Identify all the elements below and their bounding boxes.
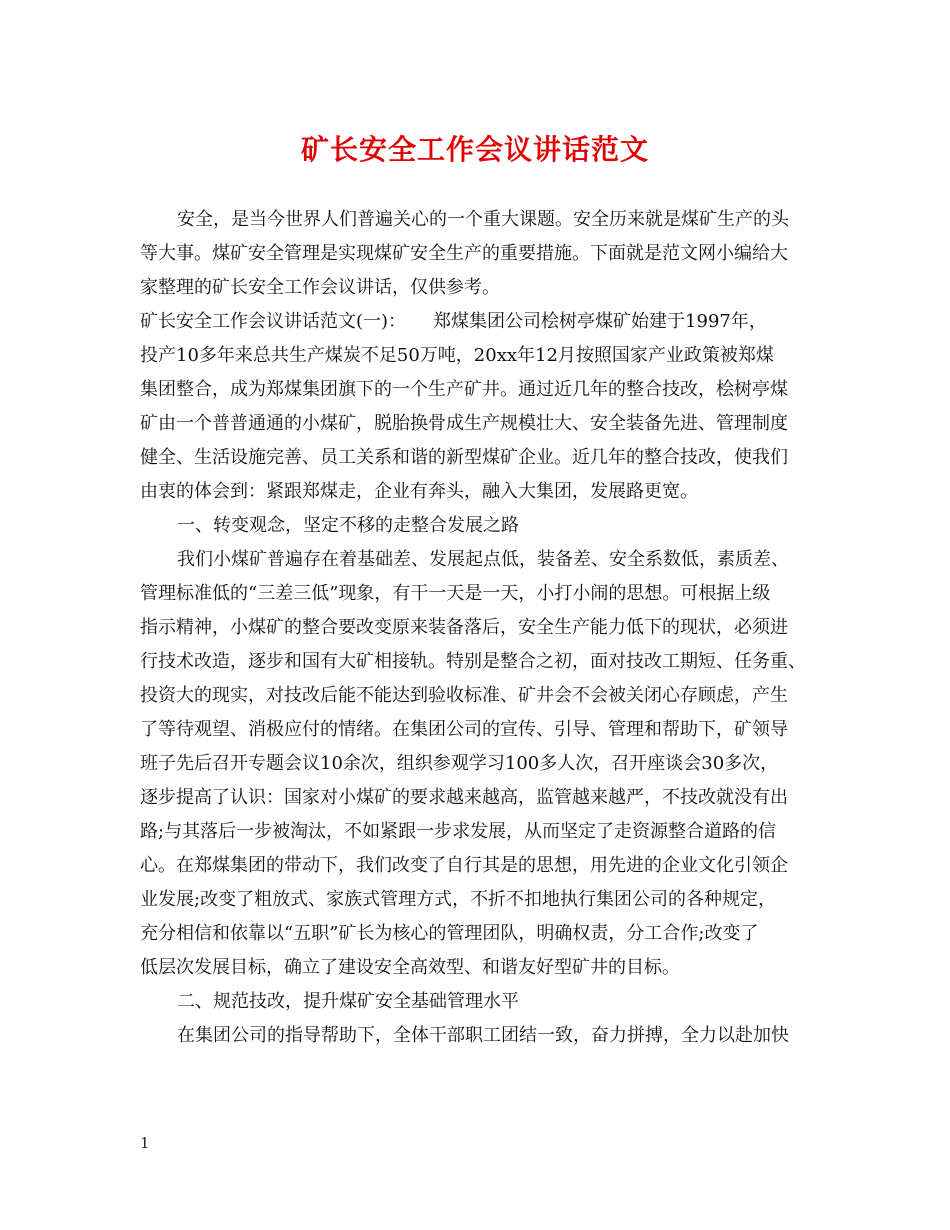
paragraph-line: 集团整合，成为郑煤集团旗下的一个生产矿井。通过近几年的整合技改，桧树亭煤 xyxy=(140,379,788,400)
paragraph-line: 矿长安全工作会议讲话范文(一)： 郑煤集团公司桧树亭煤矿始建于1997年， xyxy=(140,311,767,332)
paragraph-line: 在集团公司的指导帮助下，全体干部职工团结一致，奋力拼搏，全力以赴加快 xyxy=(177,1025,789,1046)
paragraph-line: 等大事。煤矿安全管理是实现煤矿安全生产的重要措施。下面就是范文网小编给大 xyxy=(140,243,788,264)
paragraph-line: 投产10多年来总共生产煤炭不足50万吨，20xx年12月按照国家产业政策被郑煤 xyxy=(140,345,774,366)
section-heading: 二、规范技改，提升煤矿安全基础管理水平 xyxy=(177,991,519,1012)
paragraph-line: 班子先后召开专题会议10余次，组织参观学习100多人次，召开座谈会30多次， xyxy=(140,753,779,774)
paragraph-line: 了等待观望、消极应付的情绪。在集团公司的宣传、引导、管理和帮助下，矿领导 xyxy=(140,719,788,740)
paragraph-line: 充分相信和依靠以“五职”矿长为核心的管理团队，明确权责，分工合作;改变了 xyxy=(140,923,759,944)
page-number: 1 xyxy=(140,1134,150,1152)
paragraph-line: 家整理的矿长安全工作会议讲话，仅供参考。 xyxy=(140,277,500,298)
paragraph-line: 矿由一个普普通通的小煤矿，脱胎换骨成生产规模壮大、安全装备先进、管理制度 xyxy=(140,413,788,434)
paragraph-line: 管理标准低的“三差三低”现象，有干一天是一天，小打小闹的思想。可根据上级 xyxy=(140,583,771,604)
paragraph-line: 健全、生活设施完善、员工关系和谐的新型煤矿企业。近几年的整合技改，使我们 xyxy=(140,447,788,468)
paragraph-line: 投资大的现实，对技改后能不能达到验收标准、矿井会不会被关闭心存顾虑，产生 xyxy=(140,685,788,706)
paragraph-line: 指示精神，小煤矿的整合要改变原来装备落后，安全生产能力低下的现状，必须进 xyxy=(140,617,788,638)
paragraph-line: 行技术改造，逐步和国有大矿相接轨。特别是整合之初，面对技改工期短、任务重、 xyxy=(140,651,806,672)
paragraph-line: 业发展;改变了粗放式、家族式管理方式，不折不扣地执行集团公司的各种规定， xyxy=(140,889,777,910)
paragraph-line: 逐步提高了认识：国家对小煤矿的要求越来越高，监管越来越严，不技改就没有出 xyxy=(140,787,788,808)
paragraph-line: 由衷的体会到：紧跟郑煤走，企业有奔头，融入大集团，发展路更宽。 xyxy=(140,481,698,502)
paragraph-line: 低层次发展目标，确立了建设安全高效型、和谐友好型矿井的目标。 xyxy=(140,957,680,978)
paragraph-line: 安全，是当今世界人们普遍关心的一个重大课题。安全历来就是煤矿生产的头 xyxy=(177,209,789,230)
paragraph-line: 路;与其落后一步被淘汰，不如紧跟一步求发展，从而坚定了走资源整合道路的信 xyxy=(140,821,777,842)
section-heading: 一、转变观念，坚定不移的走整合发展之路 xyxy=(177,515,519,536)
paragraph-line: 我们小煤矿普遍存在着基础差、发展起点低，装备差、安全系数低，素质差、 xyxy=(177,549,789,570)
page-title: 矿长安全工作会议讲话范文 xyxy=(300,133,649,166)
paragraph-line: 心。在郑煤集团的带动下，我们改变了自行其是的思想，用先进的企业文化引领企 xyxy=(140,855,788,876)
